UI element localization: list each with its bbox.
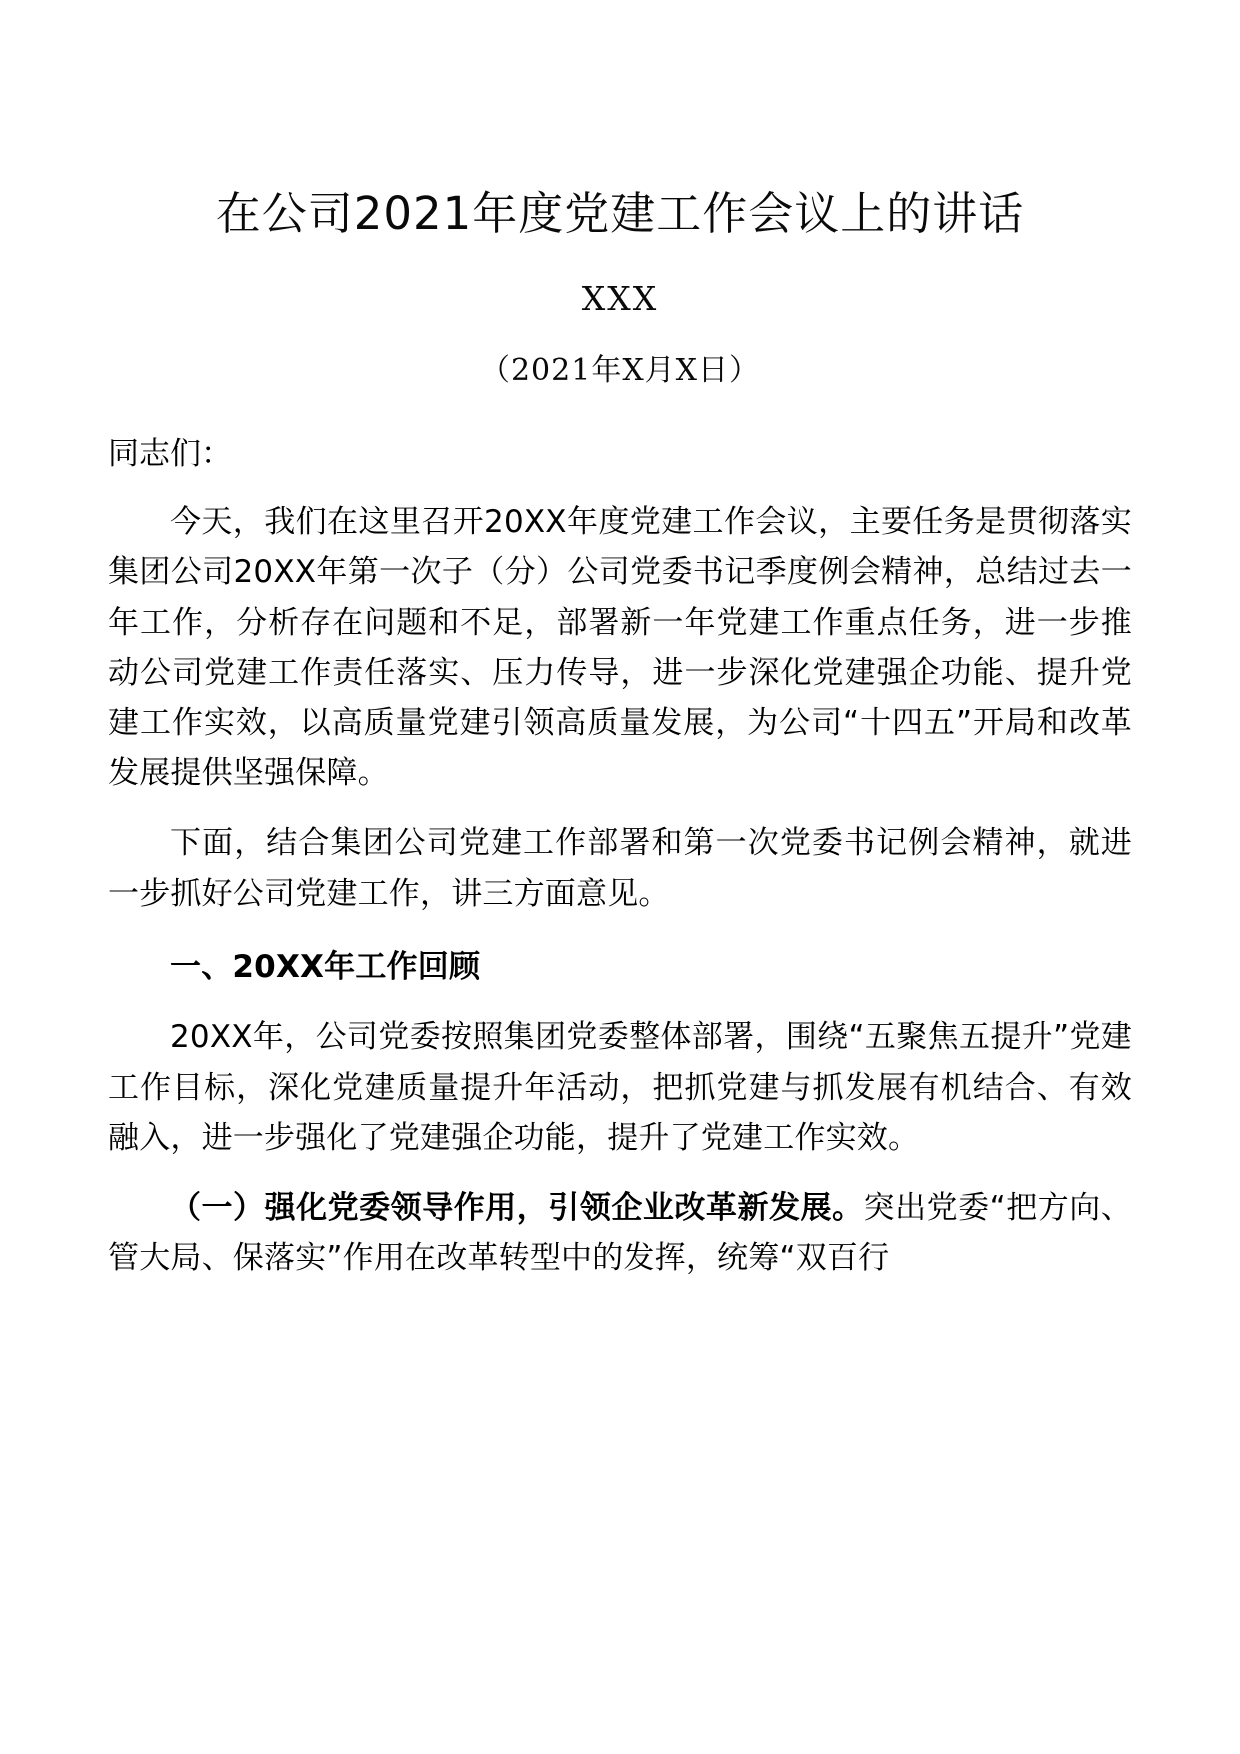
subsection-rest: 突出党委“把方向、管大局、保落实”作用在改革转型中的发挥，统筹“双百行 [108, 1190, 1133, 1277]
document-date: （2021年X月X日） [479, 353, 761, 389]
salutation: 同志们： [108, 436, 232, 473]
document-author: XXX [581, 279, 659, 319]
document-content [108, 0, 1132, 1284]
section-heading-1: 一、20XX年工作回顾 [170, 948, 481, 985]
subsection-lead: （一）强化党委领导作用，引领企业改革新发展。 [170, 1190, 864, 1227]
subsection-paragraph-1 [108, 1163, 1132, 1283]
section-paragraph-1: 20XX年，公司党委按照集团党委整体部署，围绕“五聚焦五提升”党建工作目标，深化党建质量提升年活动，把抓党建与抓发展有机结合、有效融入，进一步强化了党建强企功能，提升了党建工作实效。 [108, 1019, 1132, 1156]
body-paragraph-2: 下面，结合集团公司党建工作部署和第一次党委书记例会精神，就进一步抓好公司党建工作，讲三方面意见。 [108, 825, 1132, 912]
body-paragraph-1: 今天，我们在这里召开20XX年度党建工作会议，主要任务是贯彻落实集团公司20XX年第一次子（分）公司党委书记季度例会精神，总结过去一年工作，分析存在问题和不足，部署新一年党建工作重点任务，进一步推动公司党建工作责任落实、压力传导，进一步深化党建强企功能、提升党建工作实效，以高质量党建引领高质量发展，为公司“十四五”开局和改革发展提供坚强保障。 [108, 504, 1132, 792]
document-title: 在公司2021年度党建工作会议上的讲话 [215, 187, 1025, 240]
